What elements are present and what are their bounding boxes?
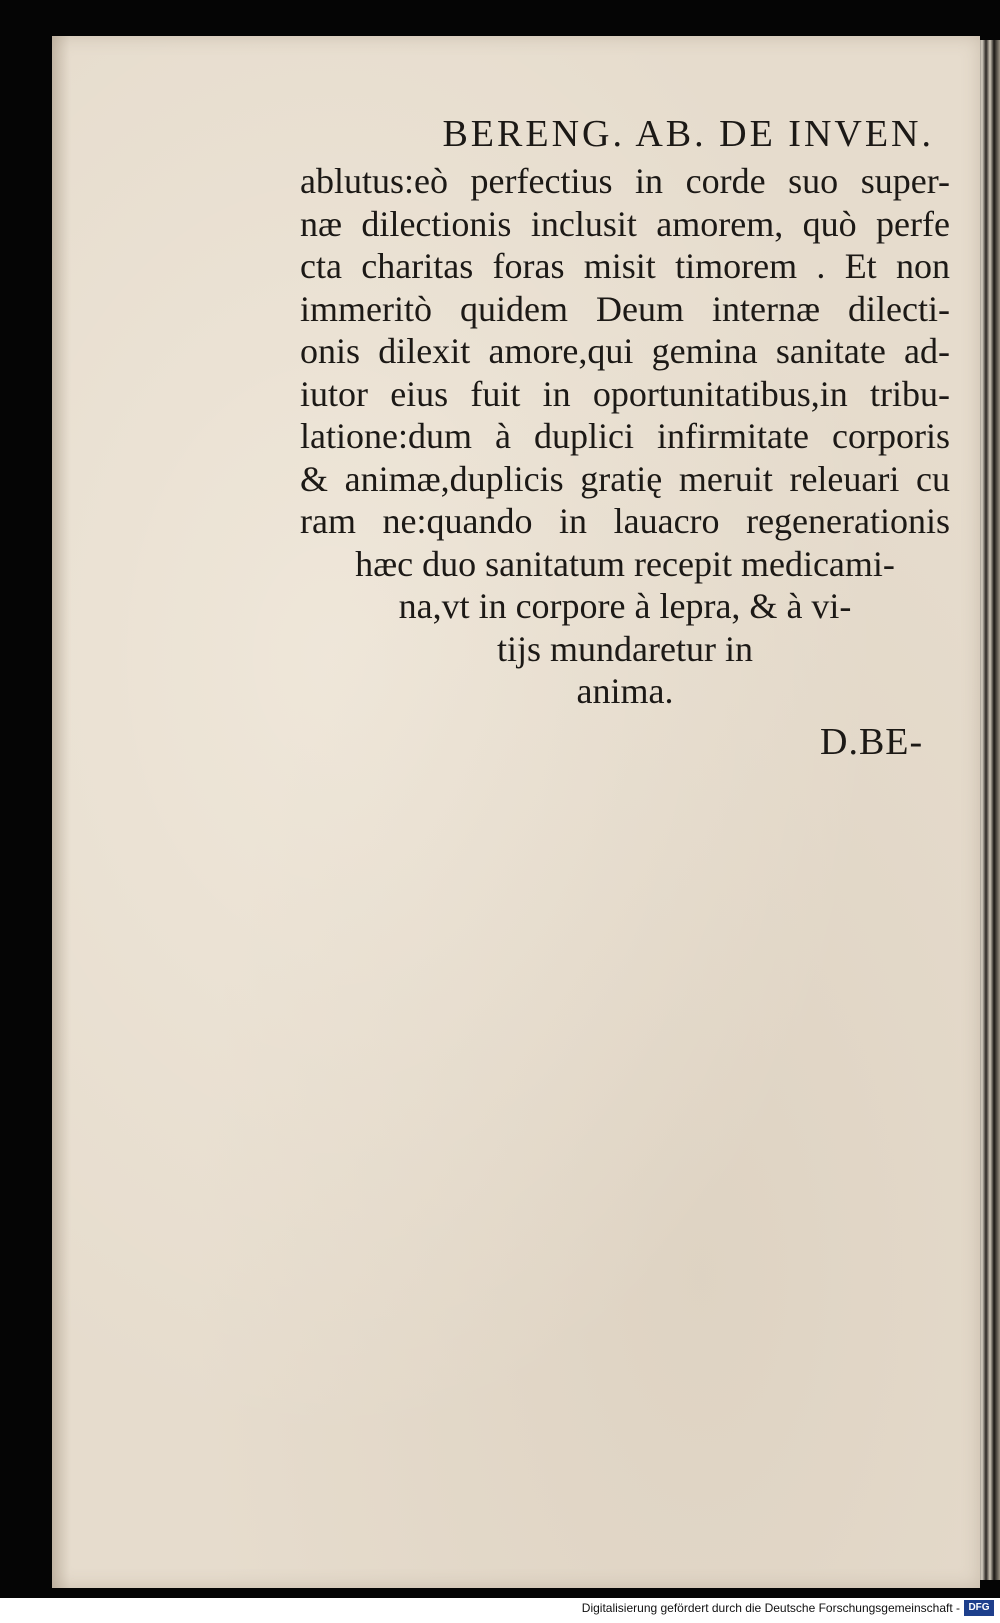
tail-line: na,vt in corpore à lepra, & à vi- [398, 586, 852, 626]
text-line: ram ne:quando in lauacro regenerationis [300, 501, 950, 541]
text-line: næ dilectionis inclusit amorem, quò perfe [300, 203, 950, 244]
text-line: iutor eius fuit in oportunitatibus,in tribu- [300, 373, 950, 414]
text-line: immeritò quidem Deum internæ dilecti- [300, 288, 950, 329]
tail-line: tijs mundaretur in [497, 628, 753, 669]
catchword: D.BE- [820, 721, 924, 763]
text-line: cta charitas foras misit timorem . Et non [300, 246, 950, 286]
page-gutter-shadow [52, 36, 70, 1588]
text-line: onis dilexit amore,qui gemina sanitate ad- [300, 331, 950, 371]
tail-line: anima. [576, 671, 674, 711]
text-line: latione:dum à duplici infirmitate corporis [300, 416, 950, 456]
page-stack-edge [978, 40, 1000, 1580]
dfg-logo-icon: DFG [964, 1600, 994, 1616]
tail-line: hæc duo sanitatum recepit medicami- [355, 543, 895, 584]
body-text [300, 160, 950, 713]
text-line: & animæ,duplicis gratię meruit releuari cu [300, 458, 950, 499]
running-head: BERENG. AB. DE INVEN. [442, 113, 934, 155]
text-line: ablutus:eò perfectius in corde suo super- [300, 161, 950, 201]
digitization-credit: Digitalisierung gefördert durch die Deutsche Forschungsgemeinschaft - [581, 1601, 960, 1615]
text-block [300, 108, 950, 713]
